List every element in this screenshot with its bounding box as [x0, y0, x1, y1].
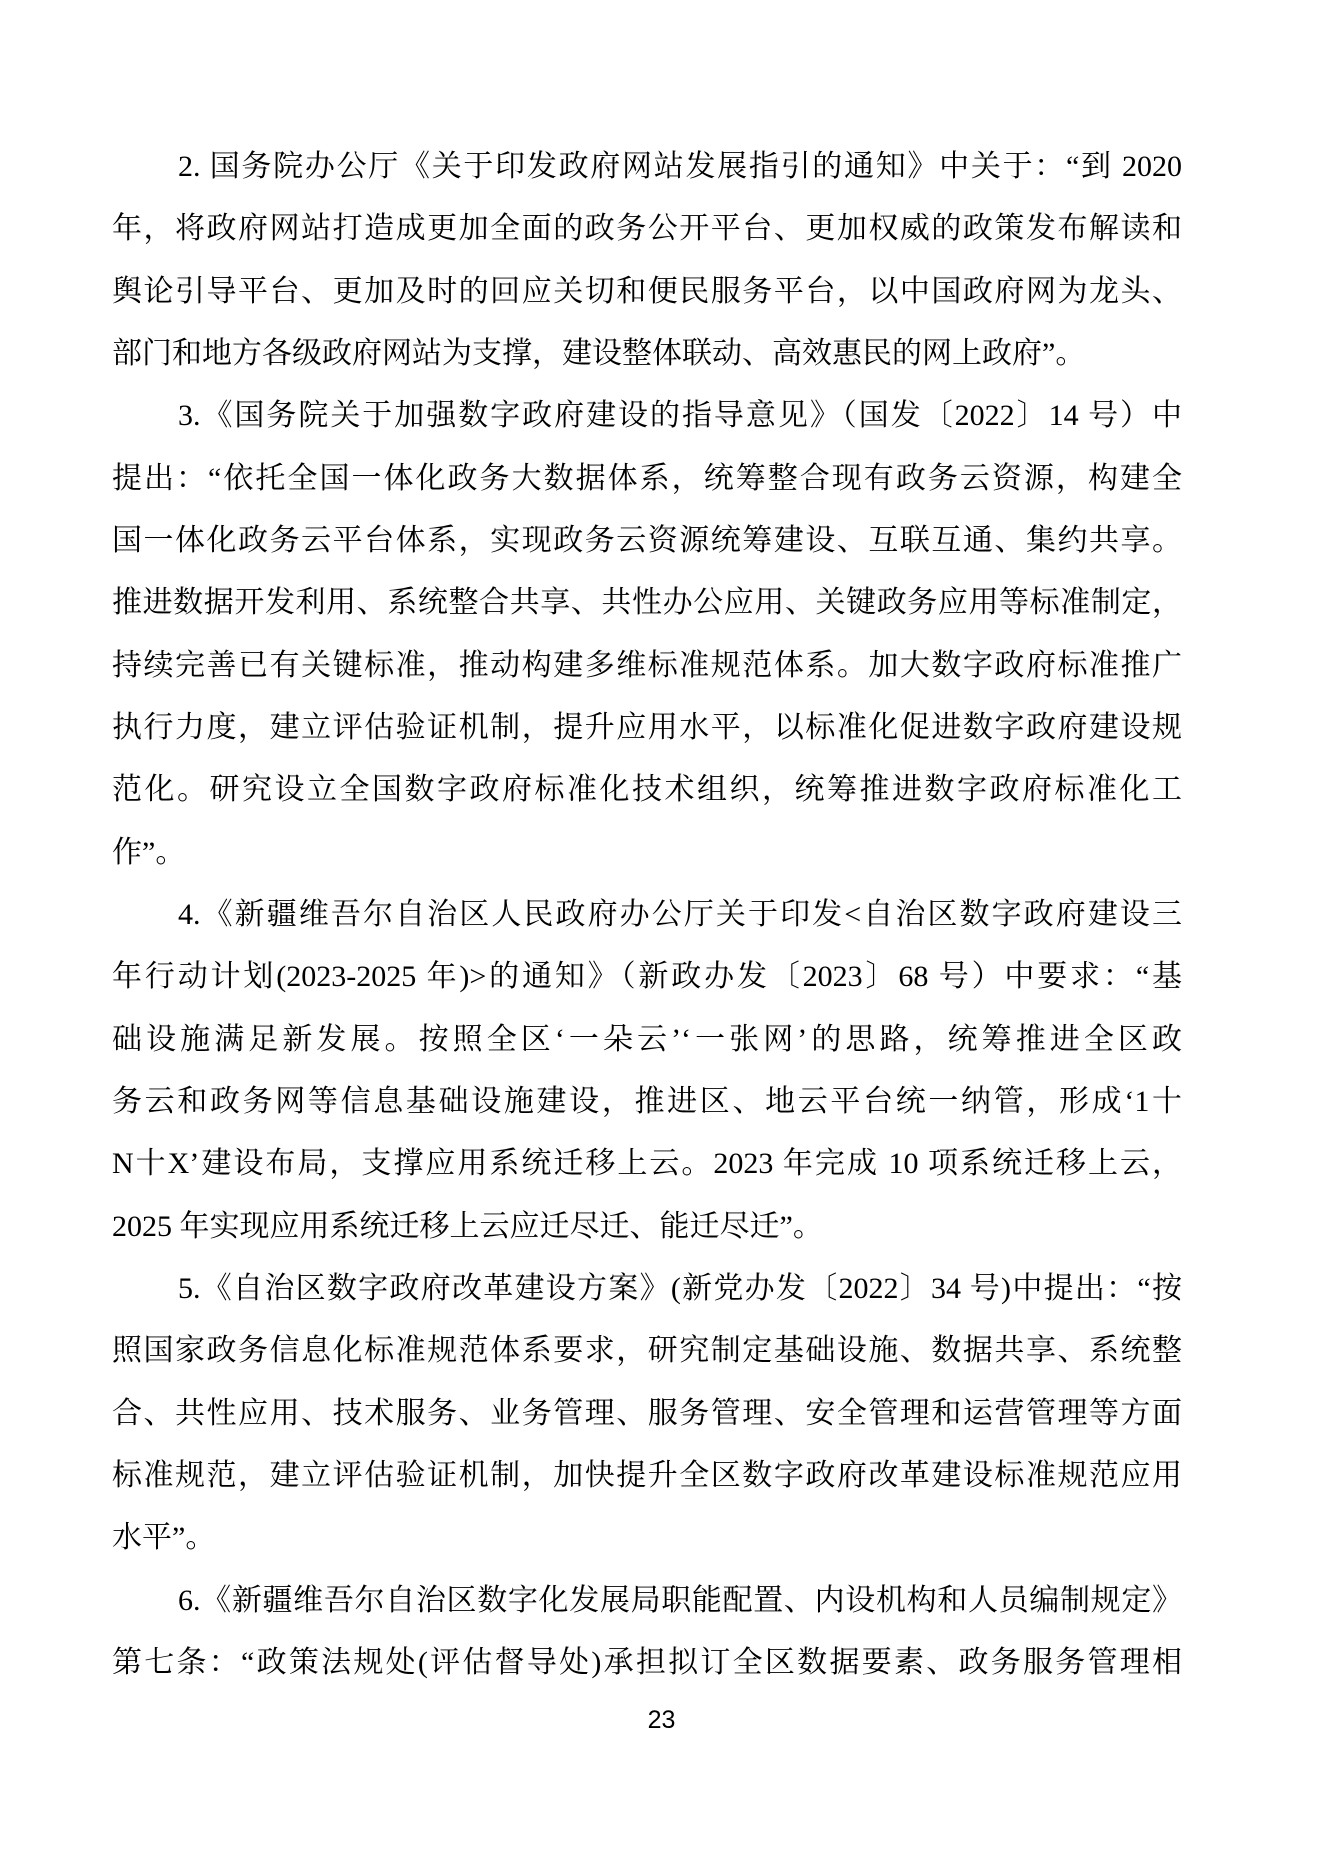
text-line: N十X’建设布局，支撑应用系统迁移上云。2023 年完成 10 项系统迁移上云， — [112, 1147, 1182, 1181]
text-line: 推进数据开发利用、系统整合共享、共性办公应用、关键政务应用等标准制定， — [112, 586, 1182, 620]
text-line: 持续完善已有关键标准，推动构建多维标准规范体系。加大数字政府标准推广 — [112, 648, 1182, 682]
text-line: 2. 国务院办公厅《关于印发政府网站发展指引的通知》中关于：“到 2020 — [178, 150, 1182, 183]
text-line: 4.《新疆维吾尔自治区人民政府办公厅关于印发<自治区数字政府建设三 — [178, 897, 1182, 931]
text-line: 提出：“依托全国一体化政务大数据体系，统筹整合现有政务云资源，构建全 — [112, 461, 1182, 495]
text-line: 合、共性应用、技术服务、业务管理、服务管理、安全管理和运营管理等方面 — [112, 1396, 1182, 1430]
text-line: 舆论引导平台、更加及时的回应关切和便民服务平台，以中国政府网为龙头、 — [112, 274, 1182, 308]
text-line: 作”。 — [112, 835, 186, 869]
text-line: 国一体化政务云平台体系，实现政务云资源统筹建设、互联互通、集约共享。 — [112, 523, 1182, 557]
text-line: 标准规范，建立评估验证机制，加快提升全区数字政府改革建设标准规范应用 — [112, 1458, 1182, 1492]
text-line: 2025 年实现应用系统迁移上云应迁尽迁、能迁尽迁”。 — [112, 1209, 823, 1243]
text-line: 范化。研究设立全国数字政府标准化技术组织，统筹推进数字政府标准化工 — [112, 773, 1182, 807]
text-line: 础设施满足新发展。按照全区‘一朵云’‘一张网’的思路，统筹推进全区政 — [112, 1022, 1182, 1056]
text-line: 水平”。 — [112, 1521, 216, 1555]
text-line: 3.《国务院关于加强数字政府建设的指导意见》（国发〔2022〕14 号）中 — [178, 399, 1182, 433]
text-line: 第七条：“政策法规处(评估督导处)承担拟订全区数据要素、政务服务管理相 — [112, 1645, 1182, 1679]
text-line: 执行力度，建立评估验证机制，提升应用水平，以标准化促进数字政府建设规 — [112, 710, 1182, 744]
page-number: 23 — [647, 1706, 676, 1734]
text-line: 6.《新疆维吾尔自治区数字化发展局职能配置、内设机构和人员编制规定》 — [178, 1583, 1182, 1617]
text-line: 年行动计划(2023-2025 年)>的通知》（新政办发〔2023〕68 号）中要求：“基 — [112, 960, 1182, 994]
text-line: 年，将政府网站打造成更加全面的政务公开平台、更加权威的政策发布解读和 — [112, 212, 1182, 246]
text-line: 部门和地方各级政府网站为支撑，建设整体联动、高效惠民的网上政府”。 — [112, 336, 1086, 370]
text-line: 5.《自治区数字政府改革建设方案》(新党办发〔2022〕34 号)中提出：“按 — [178, 1271, 1182, 1305]
text-line: 务云和政务网等信息基础设施建设，推进区、地云平台统一纳管，形成‘1十 — [112, 1084, 1182, 1118]
text-line: 照国家政务信息化标准规范体系要求，研究制定基础设施、数据共享、系统整 — [112, 1334, 1182, 1368]
document-body — [112, 136, 1182, 1694]
